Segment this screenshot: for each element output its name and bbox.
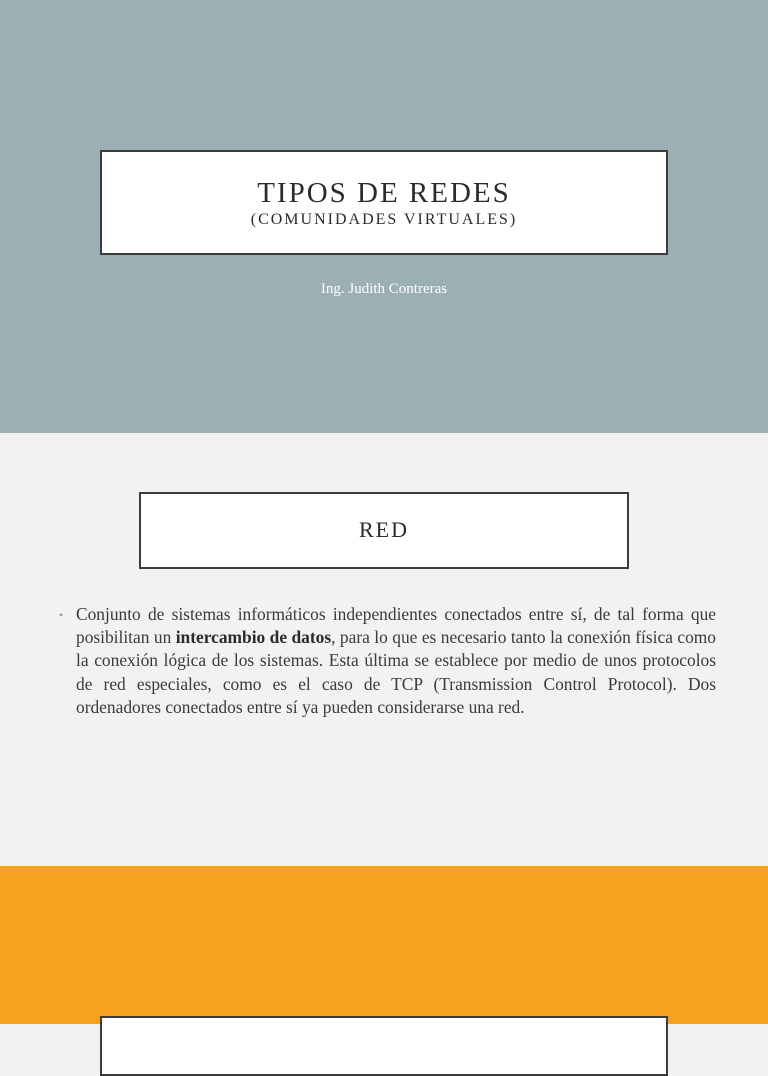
bullet-icon: • [59,608,64,622]
body-text-before: Conjunto de sistemas informáticos independientes conectados entre sí, de tal forma que posibilitan un [76,604,716,648]
body-text-after: , para lo que es necesario tanto la conexión física como la conexión lógica de los sistemas. Esta última se establece por medio de unos protocolos de red especiales, como es el caso de TCP (Transmission Control Protocol). Dos ordenadores conectados entre sí ya pueden considerarse una red. [76,627,716,717]
body-paragraph [76,603,716,719]
content-slide [0,433,768,866]
title-slide [0,0,768,433]
body-text-bold: intercambio de datos [175,627,332,648]
slide-subtitle: (COMUNIDADES VIRTUALES) [250,211,518,228]
section-title: RED [359,517,409,542]
title-box [100,150,668,255]
next-slide [0,866,768,1024]
next-slide-title-box [100,1016,668,1076]
section-title-box [139,492,629,569]
author-name: Ing. Judith Contreras [320,281,448,297]
slide-title: TIPOS DE REDES [257,177,511,209]
